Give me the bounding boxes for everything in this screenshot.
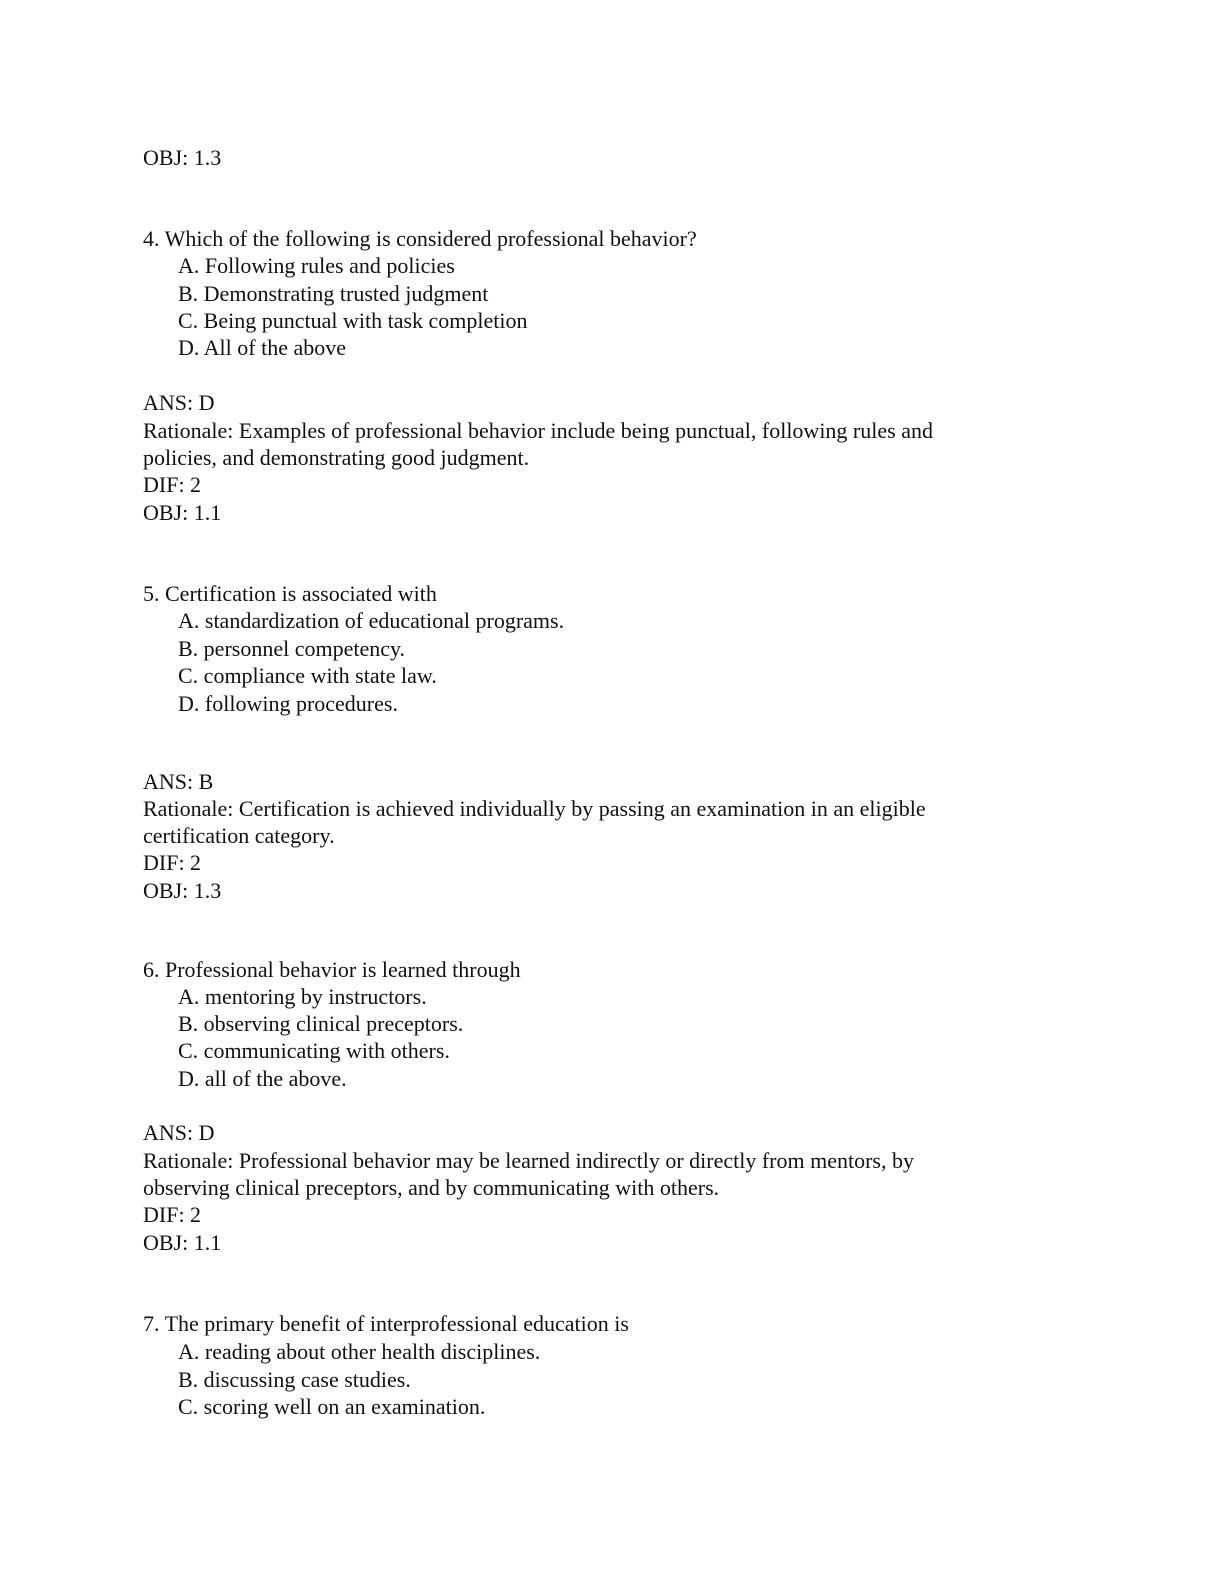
answer-option-d: D. All of the above [178,335,347,360]
answer-key: ANS: D [143,390,215,415]
answer-option-a: A. mentoring by instructors. [178,984,427,1009]
rationale-line-1: Rationale: Certification is achieved individually by passing an examination in an eligible [143,796,926,821]
answer-option-c: C. compliance with state law. [178,663,437,688]
answer-key: ANS: B [143,769,214,794]
answer-option-c: C. Being punctual with task completion [178,308,528,333]
answer-option-b: B. discussing case studies. [178,1367,411,1392]
answer-option-c: C. scoring well on an examination. [178,1394,486,1419]
answer-option-a: A. standardization of educational programs. [178,608,565,633]
rationale-line-1: Rationale: Examples of professional behavior include being punctual, following rules and [143,418,933,443]
answer-option-c: C. communicating with others. [178,1038,450,1063]
question-text: 7. The primary benefit of interprofessional education is [143,1311,629,1336]
rationale-line-2: observing clinical preceptors, and by communicating with others. [143,1175,720,1200]
answer-option-a: A. reading about other health disciplines. [178,1339,541,1364]
question-text: 6. Professional behavior is learned through [143,957,521,982]
difficulty: DIF: 2 [143,472,202,497]
answer-key: ANS: D [143,1120,215,1145]
answer-option-d: D. all of the above. [178,1066,347,1091]
rationale-line-2: certification category. [143,823,335,848]
question-text: 5. Certification is associated with [143,581,437,606]
rationale-line-1: Rationale: Professional behavior may be learned indirectly or directly from mentors, by [143,1148,914,1173]
objective-line: OBJ: 1.3 [143,145,222,170]
answer-option-b: B. Demonstrating trusted judgment [178,281,489,306]
answer-option-b: B. personnel competency. [178,636,406,661]
difficulty: DIF: 2 [143,850,202,875]
difficulty: DIF: 2 [143,1202,202,1227]
objective-line: OBJ: 1.1 [143,500,222,525]
objective-line: OBJ: 1.3 [143,878,222,903]
rationale-line-2: policies, and demonstrating good judgment. [143,445,530,470]
objective-line: OBJ: 1.1 [143,1230,222,1255]
answer-option-a: A. Following rules and policies [178,253,455,278]
answer-option-d: D. following procedures. [178,691,398,716]
answer-option-b: B. observing clinical preceptors. [178,1011,464,1036]
question-text: 4. Which of the following is considered professional behavior? [143,226,697,251]
